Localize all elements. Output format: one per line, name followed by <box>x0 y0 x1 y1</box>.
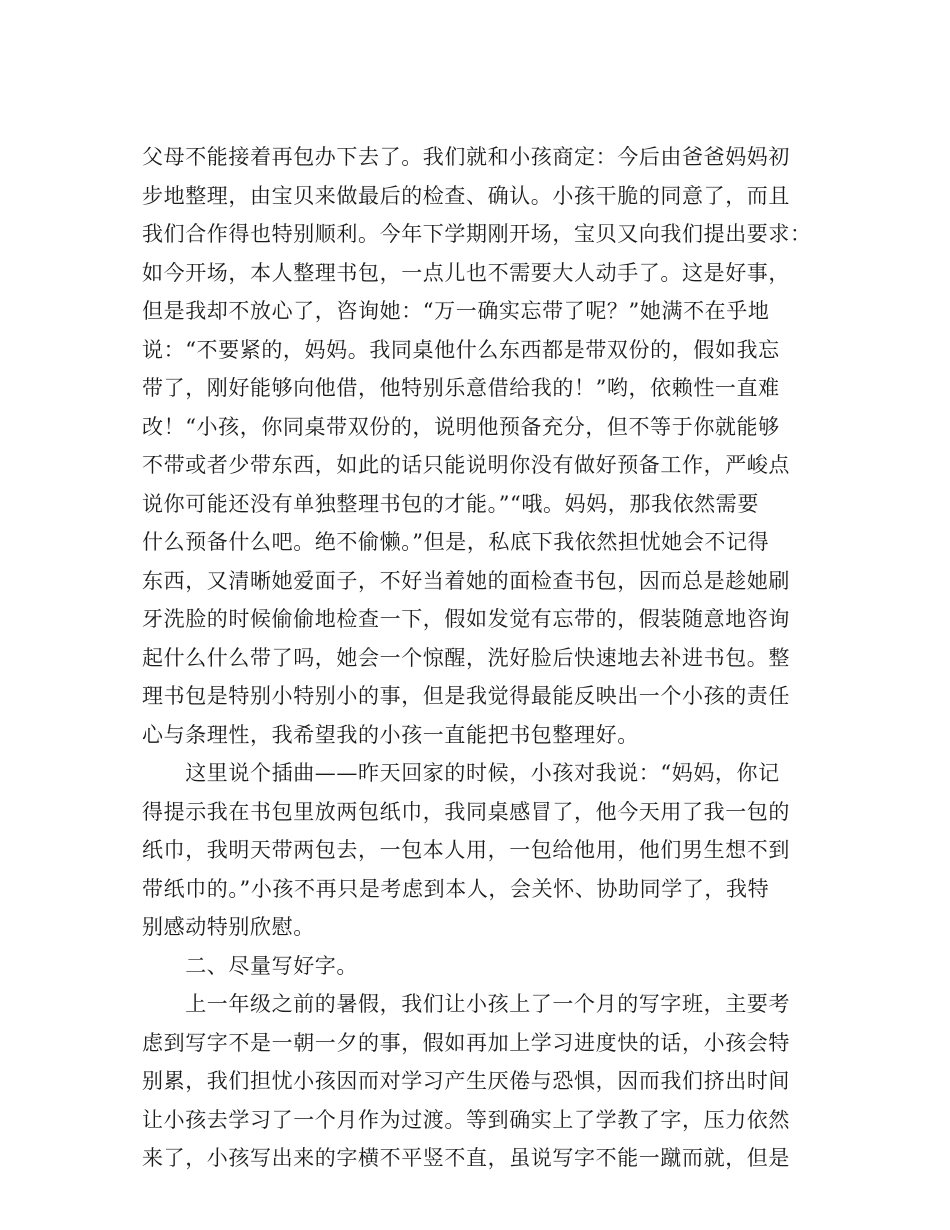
text-line: 东西，又清晰她爱面子，不好当着她的面检查书包，因而总是趁她刷 <box>142 568 790 593</box>
text-line: 别累，我们担忧小孩因而对学习产生厌倦与恐惧，因而我们挤出时间 <box>142 1069 790 1093</box>
text-line: 这里说个插曲——昨天回家的时候，小孩对我说：“妈妈，你记 <box>142 761 780 785</box>
text-line: 心与条理性，我希望我的小孩一直能把书包整理好。 <box>142 722 639 747</box>
text-line: 改！“小孩，你同桌带双份的，说明他预备充分，但不等于你就能够 <box>142 414 780 439</box>
text-line: 我们合作得也特别顺利。今年下学期刚开场，宝贝又向我们提出要求： <box>142 222 812 246</box>
text-line: 上一年级之前的暑假，我们让小孩上了一个月的写字班，主要考 <box>142 992 790 1016</box>
text-line: 但是我却不放心了，咨询她：“万一确实忘带了呢？”她满不在乎地 <box>142 299 770 323</box>
text-line: 步地整理，由宝贝来做最后的检查、确认。小孩干脆的同意了，而且 <box>142 183 790 208</box>
text-line: 起什么什么带了吗，她会一个惊醒，洗好脸后快速地去补进书包。整 <box>142 645 790 670</box>
text-line: 来了，小孩写出来的字横不平竖不直，虽说写字不能一蹴而就，但是 <box>142 1146 790 1170</box>
text-line: 带了，刚好能够向他借，他特别乐意借给我的！”哟，依赖性一直难 <box>142 376 780 400</box>
text-line: 别感动特别欣慰。 <box>142 915 315 939</box>
text-line: 虑到写字不是一朝一夕的事，假如再加上学习进度快的话，小孩会特 <box>142 1030 790 1055</box>
text-line: 不带或者少带东西，如此的话只能说明你没有做好预备工作，严峻点 <box>142 453 790 477</box>
document-body <box>142 138 812 1178</box>
text-line: 纸巾，我明天带两包去，一包本人用，一包给他用，他们男生想不到 <box>142 838 790 862</box>
text-line: 如今开场，本人整理书包，一点儿也不需要大人动手了。这是好事， <box>142 260 790 285</box>
text-line: 理书包是特别小特别小的事，但是我觉得最能反映出一个小孩的责任 <box>142 684 790 708</box>
text-line: 得提示我在书包里放两包纸巾，我同桌感冒了，他今天用了我一包的 <box>142 799 790 824</box>
section-heading: 二、尽量写好字。 <box>142 953 358 978</box>
text-line: 说你可能还没有单独整理书包的才能。”“哦。妈妈，那我依然需要 <box>142 491 759 516</box>
text-line: 父母不能接着再包办下去了。我们就和小孩商定：今后由爸爸妈妈初 <box>142 145 790 169</box>
text-line: 什么预备什么吧。绝不偷懒。”但是，私底下我依然担忧她会不记得 <box>142 530 770 554</box>
text-line: 带纸巾的。”小孩不再只是考虑到本人，会关怀、协助同学了，我特 <box>142 876 770 901</box>
text-line: 说：“不要紧的，妈妈。我同桌他什么东西都是带双份的，假如我忘 <box>142 337 780 362</box>
text-line: 让小孩去学习了一个月作为过渡。等到确实上了学教了字，压力依然 <box>142 1107 790 1132</box>
text-line: 牙洗脸的时候偷偷地检查一下，假如发觉有忘带的，假装随意地咨询 <box>142 607 790 631</box>
